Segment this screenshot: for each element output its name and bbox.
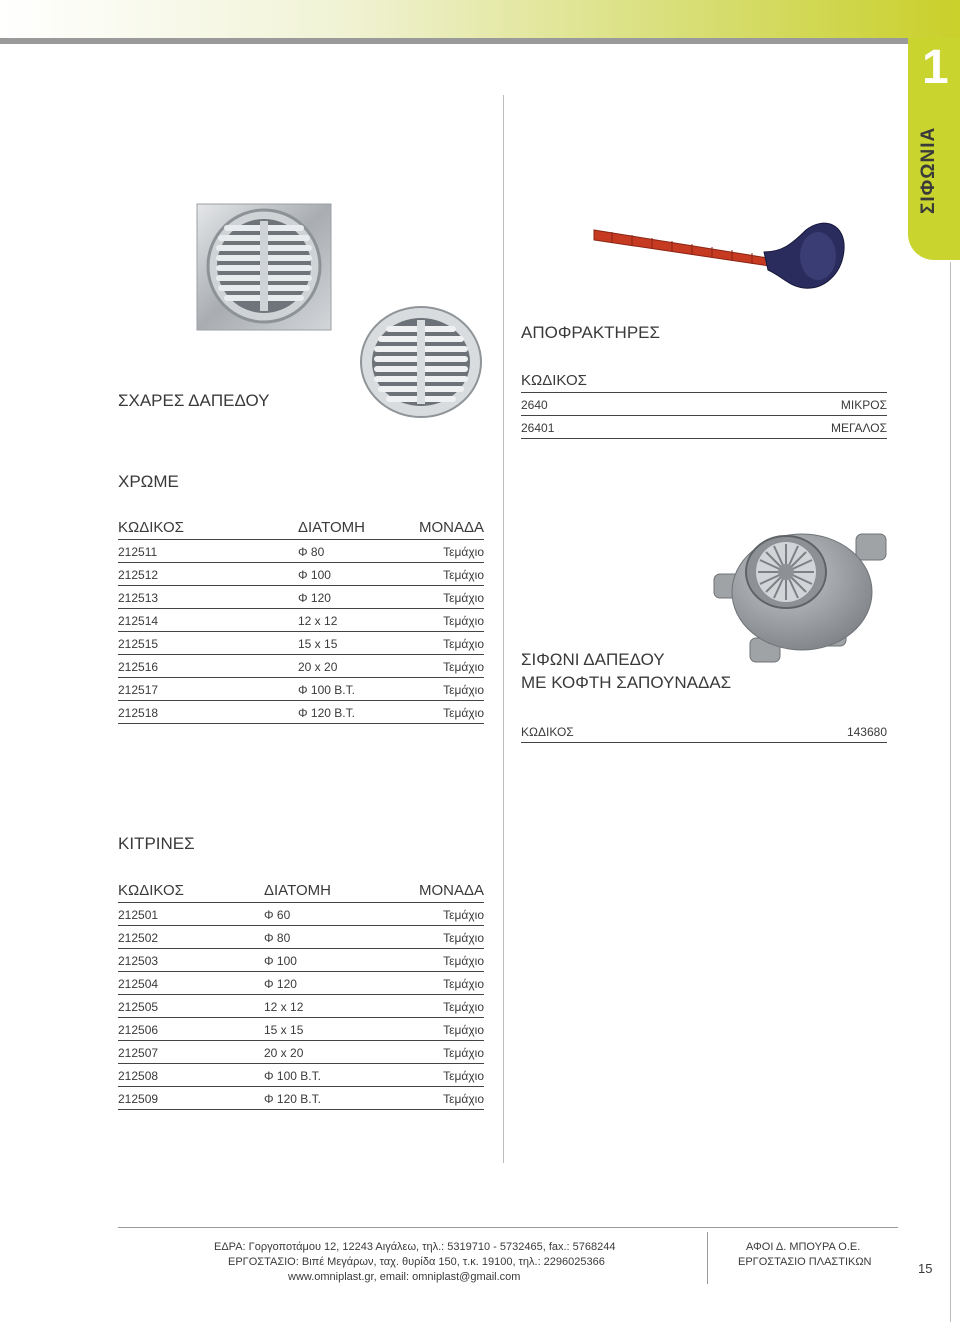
cell-size: ΜΙΚΡΟΣ bbox=[840, 398, 887, 412]
cell-code: 212504 bbox=[118, 977, 159, 991]
cell-section: Φ 80 bbox=[264, 931, 291, 945]
cell-unit: Τεμάχιο bbox=[443, 683, 484, 697]
cell-section: Φ 120 Β.Τ. bbox=[298, 706, 355, 720]
column-header-unit: ΜΟΝΑΔΑ bbox=[418, 519, 484, 536]
cell-section: 20 x 20 bbox=[298, 660, 338, 674]
cell-unit: Τεμάχιο bbox=[443, 1092, 484, 1106]
chapter-title: ΣΙΦΩΝΙΑ bbox=[918, 126, 939, 214]
cell-section: 20 x 20 bbox=[264, 1046, 304, 1060]
column-header-code: ΚΩΔΙΚΟΣ bbox=[118, 519, 184, 536]
table-row bbox=[118, 1041, 484, 1064]
table-row bbox=[118, 586, 484, 609]
cell-code: 212515 bbox=[118, 637, 159, 651]
table-row bbox=[118, 1087, 484, 1110]
round-floor-grate-image bbox=[360, 306, 482, 418]
cell-unit: Τεμάχιο bbox=[443, 954, 484, 968]
cell-code: 212507 bbox=[118, 1046, 159, 1060]
cell-section: Φ 120 bbox=[264, 977, 297, 991]
cell-unit: Τεμάχιο bbox=[443, 1000, 484, 1014]
footer-company: ΑΦΟΙ Δ. ΜΠΟΥΡΑ Ο.Ε. bbox=[746, 1241, 861, 1253]
cell-unit: Τεμάχιο bbox=[443, 1023, 484, 1037]
cell-code-label: ΚΩΔΙΚΟΣ bbox=[521, 725, 574, 739]
table-row bbox=[118, 903, 484, 926]
cell-code: 212517 bbox=[118, 683, 159, 697]
footer-divider bbox=[707, 1232, 708, 1284]
cell-code: 212501 bbox=[118, 908, 159, 922]
plungers-table bbox=[521, 368, 887, 439]
cell-code: 212508 bbox=[118, 1069, 159, 1083]
cell-section: Φ 60 bbox=[264, 908, 291, 922]
cell-code: 212502 bbox=[118, 931, 159, 945]
footer-company-sub: ΕΡΓΟΣΤΑΣΙΟ ΠΛΑΣΤΙΚΩΝ bbox=[738, 1256, 872, 1268]
cell-unit: Τεμάχιο bbox=[443, 545, 484, 559]
footer-web: www.omniplast.gr, email: omniplast@gmail.com bbox=[288, 1271, 521, 1283]
cell-code: 26401 bbox=[521, 421, 555, 435]
cell-unit: Τεμάχιο bbox=[443, 977, 484, 991]
column-header-code: ΚΩΔΙΚΟΣ bbox=[118, 882, 184, 899]
cell-code: 143680 bbox=[846, 725, 887, 739]
cell-section: 12 x 12 bbox=[298, 614, 338, 628]
column-header-code: ΚΩΔΙΚΟΣ bbox=[521, 372, 587, 389]
table-row bbox=[118, 926, 484, 949]
table-header bbox=[118, 515, 484, 540]
cell-code: 212518 bbox=[118, 706, 159, 720]
table-row bbox=[118, 678, 484, 701]
table-row bbox=[118, 655, 484, 678]
cell-code: 212516 bbox=[118, 660, 159, 674]
table-row bbox=[118, 972, 484, 995]
floor-trap-table bbox=[521, 718, 887, 743]
cell-section: 12 x 12 bbox=[264, 1000, 304, 1014]
cell-section: 15 x 15 bbox=[298, 637, 338, 651]
cell-section: Φ 120 Β.Τ. bbox=[264, 1092, 321, 1106]
column-header-section: ΔΙΑΤΟΜΗ bbox=[264, 882, 331, 899]
grates-section-title: ΣΧΑΡΕΣ ΔΑΠΕΔΟΥ bbox=[118, 391, 270, 410]
cell-unit: Τεμάχιο bbox=[443, 931, 484, 945]
cell-unit: Τεμάχιο bbox=[443, 1069, 484, 1083]
floor-trap-title-line2: ΜΕ ΚΟΦΤΗ ΣΑΠΟΥΝΑΔΑΣ bbox=[521, 673, 732, 692]
table-row bbox=[118, 995, 484, 1018]
right-margin-rule bbox=[950, 262, 951, 1322]
cell-section: Φ 80 bbox=[298, 545, 325, 559]
yellow-table-title: ΚΙΤΡΙΝΕΣ bbox=[118, 834, 195, 853]
cell-section: 15 x 15 bbox=[264, 1023, 304, 1037]
table-row bbox=[118, 540, 484, 563]
cell-code: 212506 bbox=[118, 1023, 159, 1037]
top-gray-rule bbox=[0, 38, 930, 44]
footer-factory: ΕΡΓΟΣΤΑΣΙΟ: Βιπέ Μεγάρων, ταχ. θυρίδα 150, τ.κ. 19100, τηλ.: 2296025366 bbox=[228, 1256, 605, 1268]
cell-code: 2640 bbox=[521, 398, 548, 412]
cell-unit: Τεμάχιο bbox=[443, 1046, 484, 1060]
table-row bbox=[521, 393, 887, 416]
cell-code: 212503 bbox=[118, 954, 159, 968]
cell-code: 212514 bbox=[118, 614, 159, 628]
top-gradient-bar bbox=[0, 0, 960, 38]
cell-unit: Τεμάχιο bbox=[443, 591, 484, 605]
table-row bbox=[118, 563, 484, 586]
cell-code: 212505 bbox=[118, 1000, 159, 1014]
cell-code: 212513 bbox=[118, 591, 159, 605]
column-divider bbox=[503, 95, 504, 1163]
table-row bbox=[521, 416, 887, 439]
cell-section: Φ 100 bbox=[298, 568, 331, 582]
footer-address: ΕΔΡΑ: Γοργοποτάμου 12, 12243 Αιγάλεω, τηλ.: 5319710 - 5732465, fax.: 5768244 bbox=[214, 1241, 616, 1253]
cell-unit: Τεμάχιο bbox=[443, 908, 484, 922]
page-number: 15 bbox=[918, 1261, 933, 1276]
cell-unit: Τεμάχιο bbox=[443, 568, 484, 582]
cell-size: ΜΕΓΑΛΟΣ bbox=[830, 421, 887, 435]
table-header bbox=[521, 368, 887, 393]
table-row bbox=[118, 1064, 484, 1087]
cell-section: Φ 120 bbox=[298, 591, 331, 605]
table-row bbox=[118, 632, 484, 655]
cell-unit: Τεμάχιο bbox=[443, 637, 484, 651]
floor-trap-title-line1: ΣΙΦΩΝΙ ΔΑΠΕΔΟΥ bbox=[521, 650, 665, 669]
cell-unit: Τεμάχιο bbox=[443, 706, 484, 720]
cell-code: 212512 bbox=[118, 568, 159, 582]
table-row bbox=[521, 718, 887, 743]
plunger-image bbox=[592, 218, 848, 294]
cell-section: Φ 100 Β.Τ. bbox=[264, 1069, 321, 1083]
cell-unit: Τεμάχιο bbox=[443, 660, 484, 674]
chrome-table-title: ΧΡΩΜΕ bbox=[118, 472, 179, 491]
table-row bbox=[118, 949, 484, 972]
table-row bbox=[118, 1018, 484, 1041]
yellow-grates-table bbox=[118, 878, 484, 1110]
chrome-grates-table bbox=[118, 515, 484, 724]
square-floor-grate-image bbox=[196, 203, 332, 331]
chapter-number: 1 bbox=[922, 41, 949, 94]
column-header-unit: ΜΟΝΑΔΑ bbox=[418, 882, 484, 899]
cell-section: Φ 100 bbox=[264, 954, 297, 968]
cell-unit: Τεμάχιο bbox=[443, 614, 484, 628]
plungers-section-title: ΑΠΟΦΡΑΚΤΗΡΕΣ bbox=[521, 323, 661, 342]
cell-section: Φ 100 Β.Τ. bbox=[298, 683, 355, 697]
cell-code: 212511 bbox=[118, 545, 158, 559]
footer-rule bbox=[118, 1227, 898, 1228]
cell-code: 212509 bbox=[118, 1092, 159, 1106]
table-row bbox=[118, 701, 484, 724]
column-header-section: ΔΙΑΤΟΜΗ bbox=[298, 519, 365, 536]
floor-trap-image bbox=[710, 512, 890, 666]
table-header bbox=[118, 878, 484, 903]
table-row bbox=[118, 609, 484, 632]
